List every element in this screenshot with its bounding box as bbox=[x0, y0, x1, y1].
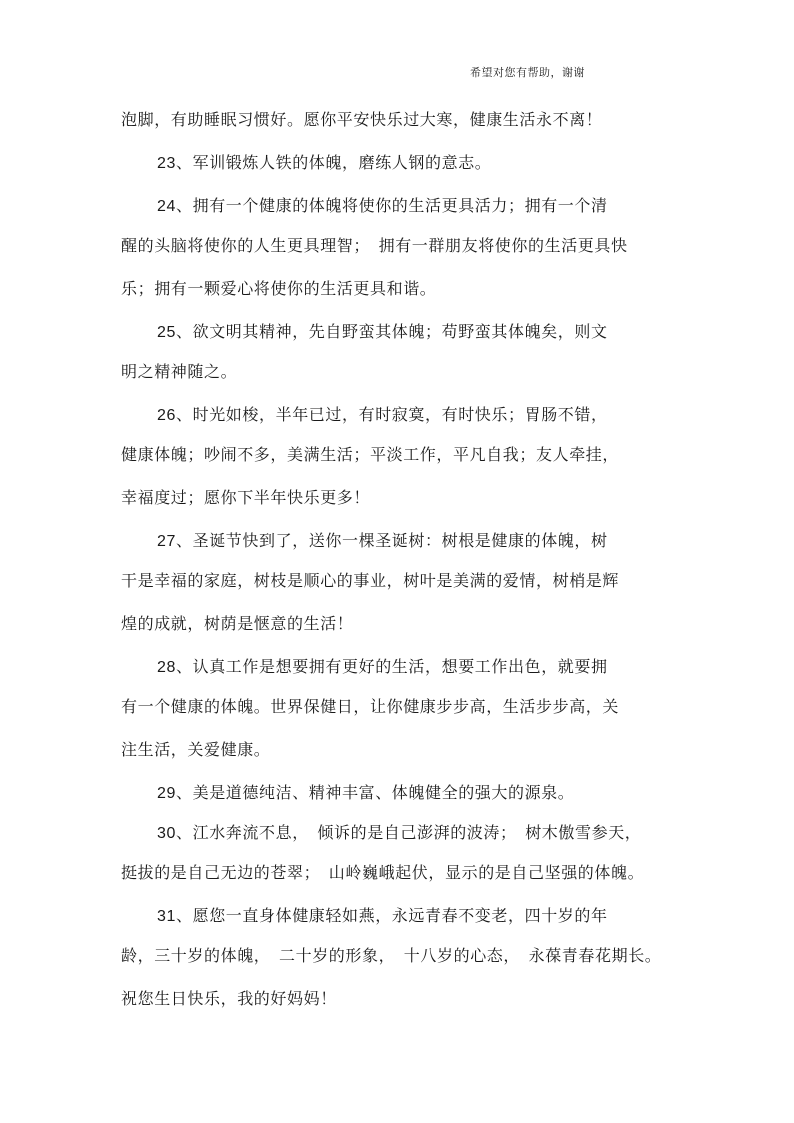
text-line: 27、圣诞节快到了，送你一棵圣诞树：树根是健康的体魄，树 bbox=[157, 531, 608, 550]
text-line: 25、欲文明其精神，先自野蛮其体魄；苟野蛮其体魄矣，则文 bbox=[157, 322, 608, 341]
text-line: 29、美是道德纯洁、精神丰富、体魄健全的强大的源泉。 bbox=[157, 783, 575, 802]
text-line: 30、江水奔流不息， 倾诉的是自己澎湃的波涛； 树木傲雪参天， bbox=[157, 823, 642, 842]
text-line: 醒的头脑将使你的人生更具理智； 拥有一群朋友将使你的生活更具快 bbox=[121, 236, 628, 255]
text-line: 乐；拥有一颗爱心将使你的生活更具和谐。 bbox=[121, 279, 437, 298]
text-line: 有一个健康的体魄。世界保健日，让你健康步步高，生活步步高，关 bbox=[121, 697, 620, 716]
text-line: 煌的成就，树荫是惬意的生活！ bbox=[121, 614, 354, 633]
text-line: 明之精神随之。 bbox=[121, 362, 238, 381]
text-line: 祝您生日快乐，我的好妈妈！ bbox=[121, 989, 337, 1008]
text-line: 龄，三十岁的体魄， 二十岁的形象， 十八岁的心态， 永葆青春花期长。 bbox=[121, 946, 662, 965]
text-line: 挺拔的是自己无边的苍翠； 山岭巍峨起伏，显示的是自己坚强的体魄。 bbox=[121, 863, 645, 882]
header-note: 希望对您有帮助，谢谢 bbox=[470, 66, 585, 79]
text-line: 23、军训锻炼人铁的体魄，磨练人钢的意志。 bbox=[157, 153, 492, 172]
text-line: 24、拥有一个健康的体魄将使你的生活更具活力；拥有一个清 bbox=[157, 196, 608, 215]
text-line: 26、时光如梭，半年已过，有时寂寞，有时快乐；胃肠不错， bbox=[157, 405, 608, 424]
text-line: 幸福度过；愿你下半年快乐更多！ bbox=[121, 488, 371, 507]
text-line: 31、愿您一直身体健康轻如燕，永远青春不变老，四十岁的年 bbox=[157, 906, 608, 925]
text-line: 28、认真工作是想要拥有更好的生活，想要工作出色，就要拥 bbox=[157, 657, 608, 676]
text-line: 干是幸福的家庭，树枝是顺心的事业，树叶是美满的爱情，树梢是辉 bbox=[121, 571, 620, 590]
text-line: 泡脚，有助睡眠习惯好。愿你平安快乐过大寒，健康生活永不离！ bbox=[121, 110, 603, 129]
text-line: 注生活，关爱健康。 bbox=[121, 740, 271, 759]
text-line: 健康体魄；吵闹不多，美满生活；平淡工作，平凡自我；友人牵挂， bbox=[121, 445, 620, 464]
